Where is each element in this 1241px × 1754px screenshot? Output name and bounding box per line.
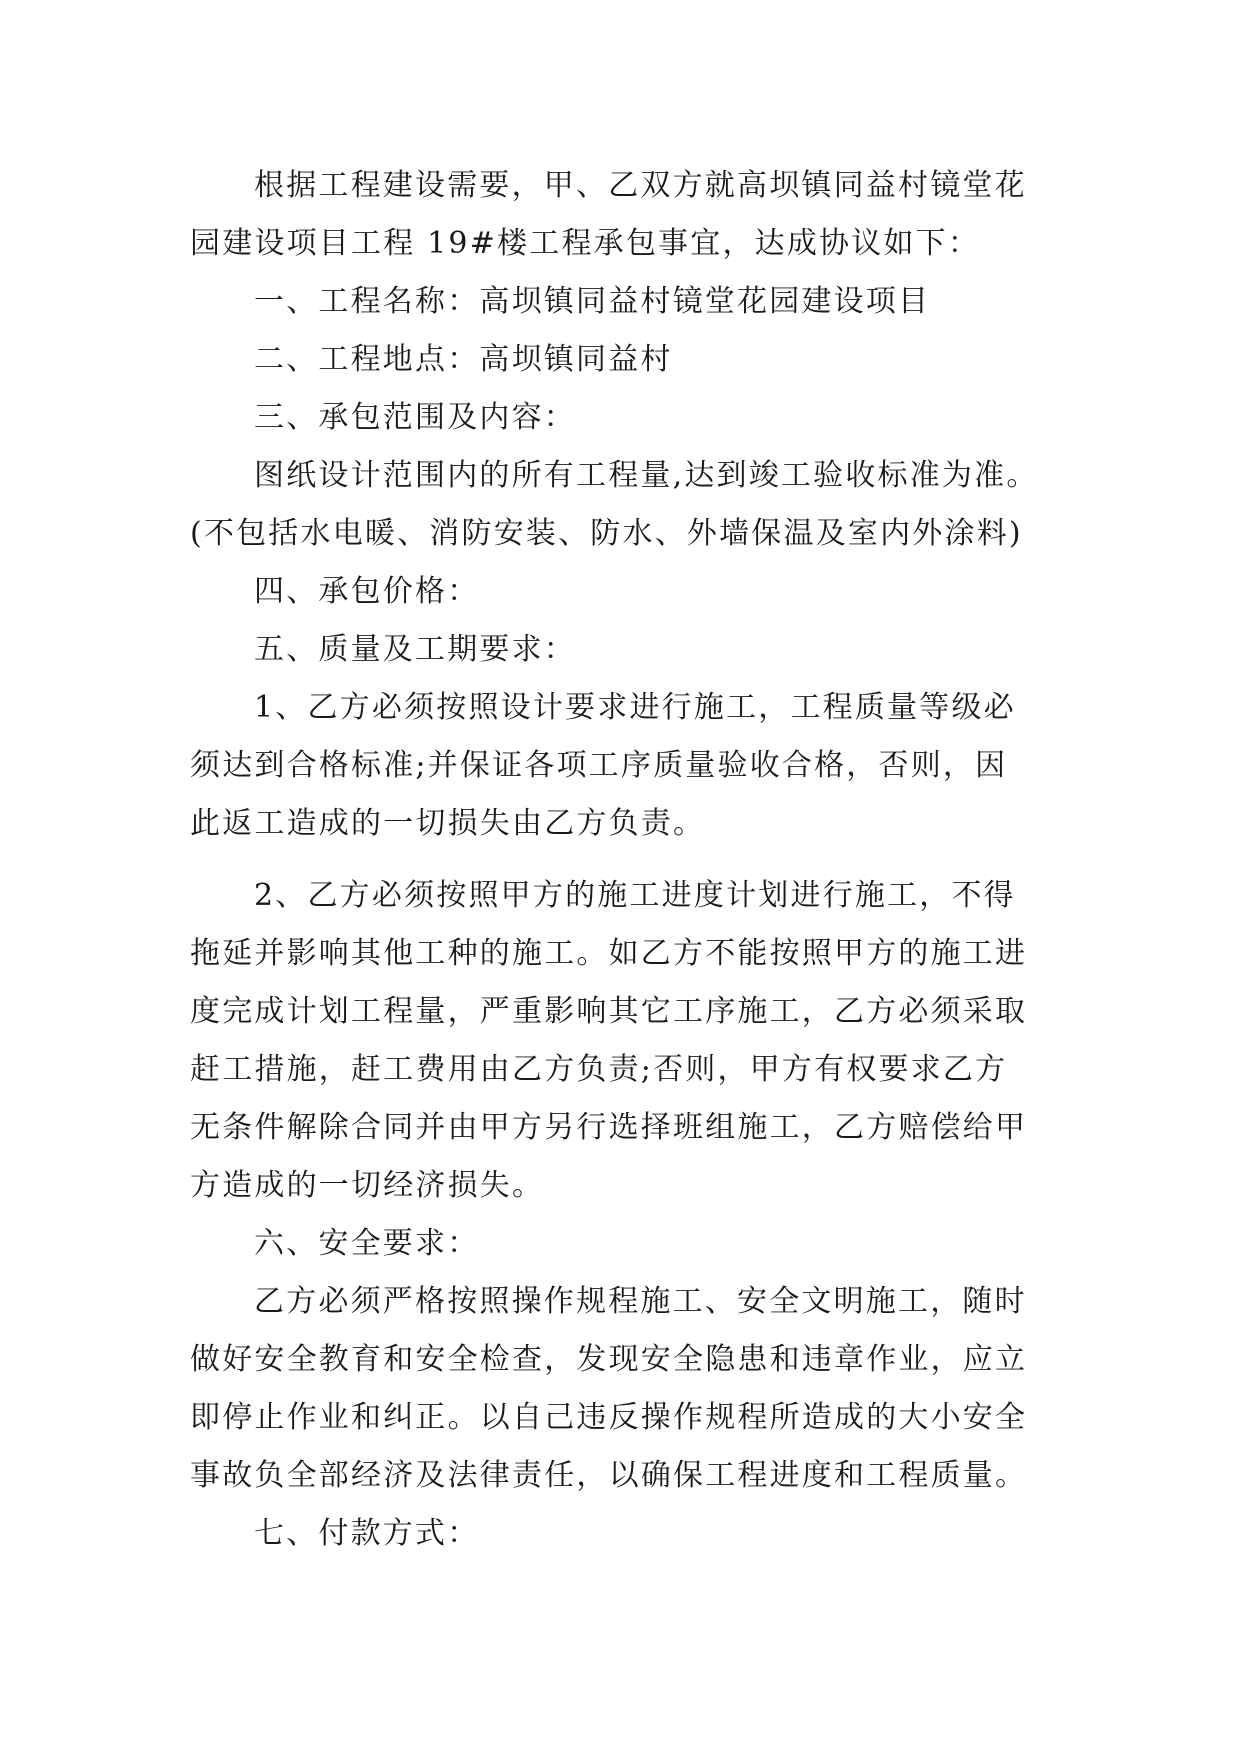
text-line: 拖延并影响其他工种的施工。如乙方不能按照甲方的施工进 — [190, 936, 1028, 971]
text-line: 图纸设计范围内的所有工程量,达到竣工验收标准为准。 — [254, 458, 1039, 493]
text-line: 即停止作业和纠正。以自己违反操作规程所造成的大小安全 — [190, 1400, 1028, 1435]
text-line: 无条件解除合同并由甲方另行选择班组施工，乙方赔偿给甲 — [190, 1110, 1028, 1145]
text-line: 乙方必须严格按照操作规程施工、安全文明施工，随时 — [254, 1284, 1027, 1319]
section-heading: 五、质量及工期要求： — [254, 632, 576, 667]
text-line: 做好安全教育和安全检查，发现安全隐患和违章作业，应立 — [190, 1342, 1028, 1377]
section-heading: 七、付款方式： — [254, 1516, 480, 1551]
text-line: 须达到合格标准;并保证各项工序质量验收合格，否则，因 — [190, 748, 1008, 783]
text-line: 园建设项目工程 19#楼工程承包事宜，达成协议如下： — [190, 226, 981, 261]
section-heading: 三、承包范围及内容： — [254, 400, 576, 435]
section-heading: 四、承包价格： — [254, 574, 480, 609]
text-line: (不包括水电暖、消防安装、防水、外墙保温及室内外涂料) — [190, 516, 1023, 551]
text-line: 事故负全部经济及法律责任，以确保工程进度和工程质量。 — [190, 1458, 1028, 1493]
section-heading: 一、工程名称：高坝镇同益村镜堂花园建设项目 — [254, 284, 931, 319]
section-heading: 六、安全要求： — [254, 1226, 480, 1261]
section-heading: 二、工程地点：高坝镇同益村 — [254, 342, 673, 377]
text-line: 2、乙方必须按照甲方的施工进度计划进行施工，不得 — [254, 878, 1016, 913]
text-line: 方造成的一切经济损失。 — [190, 1168, 545, 1203]
text-line: 此返工造成的一切损失由乙方负责。 — [190, 806, 706, 841]
contract-body — [190, 157, 1080, 1563]
text-line: 根据工程建设需要，甲、乙双方就高坝镇同益村镜堂花 — [254, 168, 1027, 203]
text-line: 度完成计划工程量，严重影响其它工序施工，乙方必须采取 — [190, 994, 1028, 1029]
text-line: 赶工措施，赶工费用由乙方负责;否则，甲方有权要求乙方 — [190, 1052, 1008, 1087]
text-line: 1、乙方必须按照设计要求进行施工，工程质量等级必 — [254, 690, 1016, 725]
